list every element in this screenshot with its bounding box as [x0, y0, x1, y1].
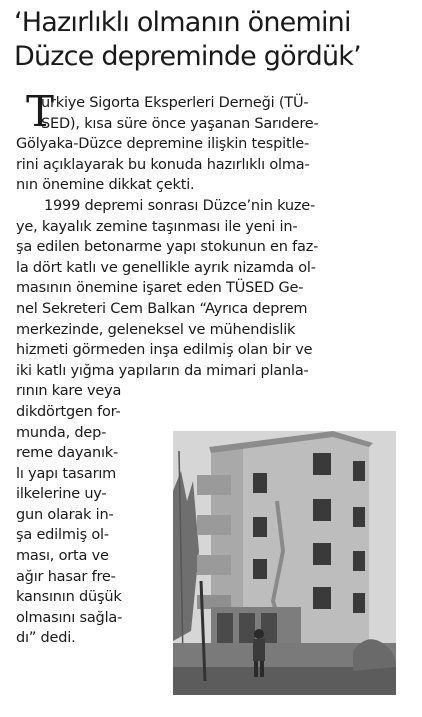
article-line: nın önemine dikkat çekti. — [16, 177, 195, 194]
headline — [14, 6, 414, 74]
headline-line-2: Düzce depreminde gördük’ — [14, 41, 361, 72]
article-line: la dört katlı ve genellikle ayrık nizamda ol- — [16, 259, 316, 276]
article-line: lı yapı tasarım — [16, 465, 117, 482]
article-line: kansının düşük — [16, 589, 122, 606]
drop-cap: T — [26, 87, 54, 136]
article-line: munda, dep- — [16, 424, 107, 441]
article-line: nel Sekreteri Cem Balkan “Ayrıca deprem — [16, 300, 308, 317]
article-line: ye, kayalık zemine taşınması ile yeni in- — [16, 218, 298, 235]
article-line: ilkelerine uy- — [16, 486, 107, 503]
article-line: ması, orta ve — [16, 548, 109, 565]
article-line: Gölyaka-Düzce depremine ilişkin tespitle- — [16, 136, 310, 153]
headline-line-1: ‘Hazırlıklı olmanın önemini — [14, 7, 351, 38]
article-line: rini açıklayarak bu konuda hazırlıklı olma- — [16, 156, 310, 173]
article-line: iki katlı yığma yapıların da mimari planla- — [16, 362, 309, 379]
article-line: dı” dedi. — [16, 630, 76, 647]
article-line: rının kare veya — [16, 383, 122, 400]
article-line: SED), kısa süre önce yaşanan Sarıdere- — [41, 115, 319, 132]
article-line: hizmeti görmeden inşa edilmiş olan bir ve — [16, 342, 313, 359]
damaged-building-illustration — [173, 431, 396, 695]
article-line: masının önemine işaret eden TÜSED Ge- — [16, 280, 304, 297]
article-line: şa edilen betonarme yapı stokunun en faz- — [16, 239, 319, 256]
article-line: merkezinde, geleneksel ve mühendislik — [16, 321, 296, 338]
article-line: ağır hasar fre- — [16, 568, 116, 585]
article-line: 1999 depremi sonrası Düzce’nin kuze- — [44, 197, 316, 214]
article-line: T ürkiye Sigorta Eksperleri Derneği (TÜ- — [26, 87, 309, 136]
article-line: olmasını sağla- — [16, 609, 123, 626]
article-line: gun olarak in- — [16, 506, 114, 523]
building-photo — [173, 431, 396, 695]
article-line: dikdörtgen for- — [16, 403, 121, 420]
article-line: reme dayanık- — [16, 445, 119, 462]
article-line: şa edilmiş ol- — [16, 527, 109, 544]
